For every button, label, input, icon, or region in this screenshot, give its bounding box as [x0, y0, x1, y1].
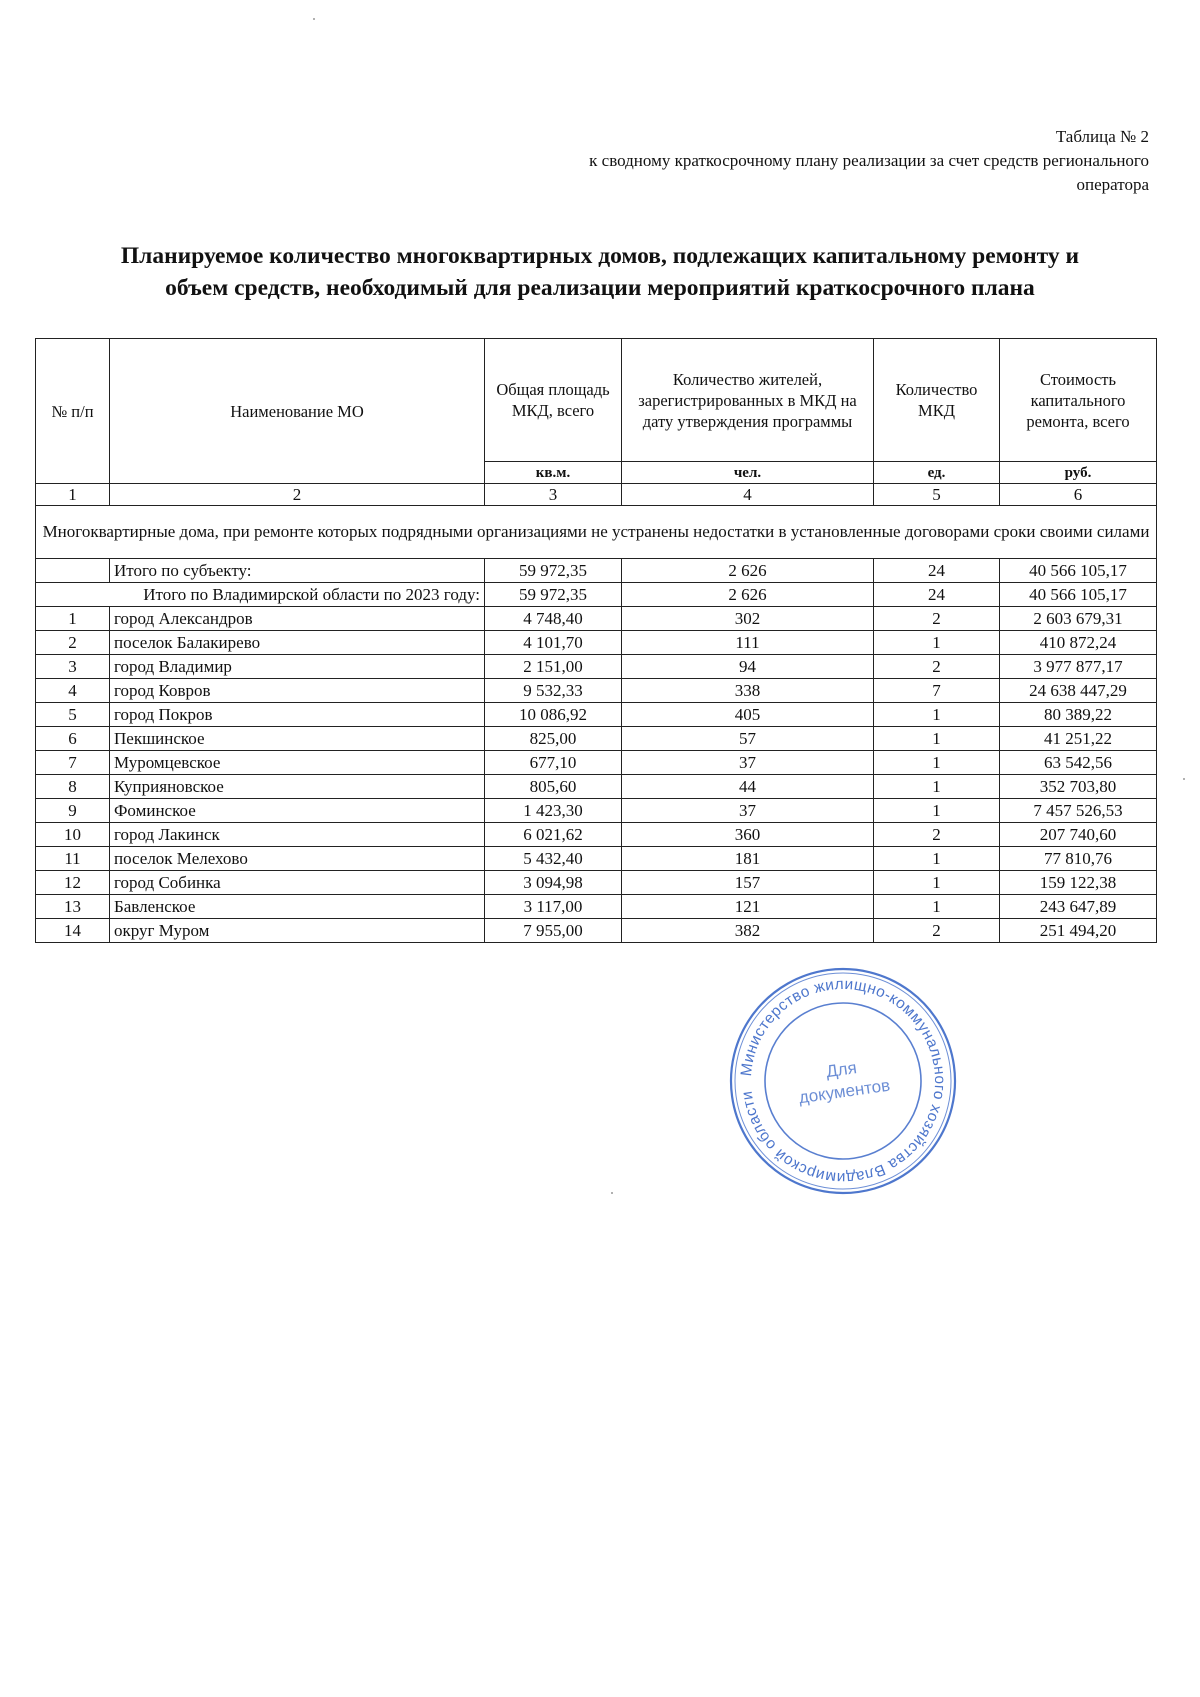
unit-count: ед. — [874, 462, 1000, 484]
region-total-row — [36, 583, 1157, 607]
region-total-cost: 40 566 105,17 — [1000, 583, 1157, 607]
column-number: 3 — [485, 484, 622, 506]
row-cost: 243 647,89 — [1000, 895, 1157, 919]
subject-total-area: 59 972,35 — [485, 559, 622, 583]
row-municipality: Куприяновское — [110, 775, 485, 799]
table-row — [36, 895, 1157, 919]
row-area: 6 021,62 — [485, 823, 622, 847]
subject-total-num — [36, 559, 110, 583]
row-cost: 159 122,38 — [1000, 871, 1157, 895]
row-residents: 57 — [622, 727, 874, 751]
row-number: 8 — [36, 775, 110, 799]
table-row — [36, 823, 1157, 847]
stamp-ring-text: Министерство жилищно-коммунального хозяйства Владимирской области — [737, 975, 949, 1187]
row-municipality: город Александров — [110, 607, 485, 631]
row-number: 6 — [36, 727, 110, 751]
column-numbers-row — [36, 484, 1157, 506]
region-total-residents: 2 626 — [622, 583, 874, 607]
row-area: 1 423,30 — [485, 799, 622, 823]
table-row — [36, 655, 1157, 679]
row-count: 1 — [874, 631, 1000, 655]
row-count: 1 — [874, 775, 1000, 799]
row-count: 1 — [874, 703, 1000, 727]
table-row — [36, 847, 1157, 871]
header-residents: Количество жителей, зарегистрированных в МКД на дату утверждения программы — [622, 339, 874, 462]
subject-total-count: 24 — [874, 559, 1000, 583]
row-number: 13 — [36, 895, 110, 919]
column-number: 2 — [110, 484, 485, 506]
subject-total-label: Итого по субъекту: — [110, 559, 485, 583]
row-number: 2 — [36, 631, 110, 655]
stamp-body — [727, 965, 959, 1197]
region-total-area: 59 972,35 — [485, 583, 622, 607]
row-residents: 44 — [622, 775, 874, 799]
row-number: 5 — [36, 703, 110, 727]
row-area: 2 151,00 — [485, 655, 622, 679]
plan-table — [35, 338, 1157, 943]
row-municipality: Бавленское — [110, 895, 485, 919]
row-area: 805,60 — [485, 775, 622, 799]
official-stamp — [727, 965, 959, 1197]
row-area: 9 532,33 — [485, 679, 622, 703]
row-municipality: поселок Балакирево — [110, 631, 485, 655]
row-municipality: поселок Мелехово — [110, 847, 485, 871]
region-total-count: 24 — [874, 583, 1000, 607]
row-municipality: город Покров — [110, 703, 485, 727]
column-number: 4 — [622, 484, 874, 506]
unit-cost: руб. — [1000, 462, 1157, 484]
table-row — [36, 703, 1157, 727]
row-municipality: Фоминское — [110, 799, 485, 823]
row-area: 3 117,00 — [485, 895, 622, 919]
row-cost: 77 810,76 — [1000, 847, 1157, 871]
row-cost: 63 542,56 — [1000, 751, 1157, 775]
table-row — [36, 775, 1157, 799]
row-residents: 302 — [622, 607, 874, 631]
subject-total-row — [36, 559, 1157, 583]
row-area: 4 101,70 — [485, 631, 622, 655]
row-residents: 338 — [622, 679, 874, 703]
row-number: 7 — [36, 751, 110, 775]
row-municipality: округ Муром — [110, 919, 485, 943]
table-body — [36, 607, 1157, 943]
table-row — [36, 751, 1157, 775]
row-number: 3 — [36, 655, 110, 679]
row-cost: 2 603 679,31 — [1000, 607, 1157, 631]
row-residents: 181 — [622, 847, 874, 871]
table-row — [36, 871, 1157, 895]
unit-area: кв.м. — [485, 462, 622, 484]
column-number: 6 — [1000, 484, 1157, 506]
row-municipality: город Лакинск — [110, 823, 485, 847]
row-count: 1 — [874, 871, 1000, 895]
row-cost: 352 703,80 — [1000, 775, 1157, 799]
row-area: 7 955,00 — [485, 919, 622, 943]
unit-residents: чел. — [622, 462, 874, 484]
row-count: 7 — [874, 679, 1000, 703]
row-municipality: Муромцевское — [110, 751, 485, 775]
row-residents: 360 — [622, 823, 874, 847]
subject-total-cost: 40 566 105,17 — [1000, 559, 1157, 583]
row-number: 14 — [36, 919, 110, 943]
row-municipality: Пекшинское — [110, 727, 485, 751]
svg-text:Министерство жилищно-коммуналь — [727, 965, 959, 1197]
row-number: 1 — [36, 607, 110, 631]
row-residents: 157 — [622, 871, 874, 895]
row-area: 825,00 — [485, 727, 622, 751]
column-number: 5 — [874, 484, 1000, 506]
table-row — [36, 679, 1157, 703]
row-count: 1 — [874, 799, 1000, 823]
annex-table-number: Таблица № 2 — [1055, 127, 1149, 146]
row-municipality: город Ковров — [110, 679, 485, 703]
table-row — [36, 607, 1157, 631]
header-num: № п/п — [36, 339, 110, 484]
row-count: 1 — [874, 727, 1000, 751]
scan-speck — [313, 18, 315, 20]
row-cost: 41 251,22 — [1000, 727, 1157, 751]
row-residents: 37 — [622, 751, 874, 775]
row-count: 1 — [874, 751, 1000, 775]
stamp-center-line-1: Для — [824, 1058, 858, 1082]
row-municipality: город Собинка — [110, 871, 485, 895]
column-number: 1 — [36, 484, 110, 506]
row-residents: 111 — [622, 631, 874, 655]
row-municipality: город Владимир — [110, 655, 485, 679]
section-title: Многоквартирные дома, при ремонте которых подрядными организациями не устранены недостатки в установленные договорами сроки своими силами — [36, 506, 1157, 559]
table-row — [36, 727, 1157, 751]
table-row — [36, 919, 1157, 943]
header-cost: Стоимость капитального ремонта, всего — [1000, 339, 1157, 462]
row-area: 4 748,40 — [485, 607, 622, 631]
row-residents: 37 — [622, 799, 874, 823]
table-row — [36, 799, 1157, 823]
row-residents: 382 — [622, 919, 874, 943]
row-cost: 80 389,22 — [1000, 703, 1157, 727]
header-count: Количество МКД — [874, 339, 1000, 462]
row-number: 9 — [36, 799, 110, 823]
annex-description: к сводному краткосрочному плану реализации за счет средств регионального — [589, 151, 1149, 170]
header-name: Наименование МО — [110, 339, 485, 484]
row-count: 1 — [874, 895, 1000, 919]
row-number: 4 — [36, 679, 110, 703]
document-title — [35, 240, 1165, 304]
row-cost: 7 457 526,53 — [1000, 799, 1157, 823]
row-area: 677,10 — [485, 751, 622, 775]
subject-total-residents: 2 626 — [622, 559, 874, 583]
row-residents: 405 — [622, 703, 874, 727]
row-area: 5 432,40 — [485, 847, 622, 871]
row-cost: 24 638 447,29 — [1000, 679, 1157, 703]
header-area: Общая площадь МКД, всего — [485, 339, 622, 462]
title-line-1: Планируемое количество многоквартирных домов, подлежащих капитальному ремонту и — [120, 243, 1080, 269]
row-area: 3 094,98 — [485, 871, 622, 895]
row-count: 2 — [874, 607, 1000, 631]
stamp-center-line-2: документов — [797, 1075, 892, 1108]
row-count: 2 — [874, 823, 1000, 847]
row-cost: 3 977 877,17 — [1000, 655, 1157, 679]
scan-speck — [1183, 778, 1185, 780]
section-row — [36, 506, 1157, 559]
row-residents: 94 — [622, 655, 874, 679]
annex-description-cont: оператора — [1076, 175, 1149, 194]
title-line-2: объем средств, необходимый для реализации мероприятий краткосрочного плана — [165, 275, 1035, 301]
row-number: 12 — [36, 871, 110, 895]
row-number: 11 — [36, 847, 110, 871]
row-residents: 121 — [622, 895, 874, 919]
row-count: 1 — [874, 847, 1000, 871]
scan-speck — [611, 1192, 613, 1194]
row-count: 2 — [874, 655, 1000, 679]
table-row — [36, 631, 1157, 655]
row-number: 10 — [36, 823, 110, 847]
row-cost: 251 494,20 — [1000, 919, 1157, 943]
row-area: 10 086,92 — [485, 703, 622, 727]
region-total-label: Итого по Владимирской области по 2023 году: — [36, 583, 485, 607]
table-header-row — [36, 339, 1157, 462]
annex-note — [449, 125, 1149, 197]
row-cost: 410 872,24 — [1000, 631, 1157, 655]
row-cost: 207 740,60 — [1000, 823, 1157, 847]
row-count: 2 — [874, 919, 1000, 943]
